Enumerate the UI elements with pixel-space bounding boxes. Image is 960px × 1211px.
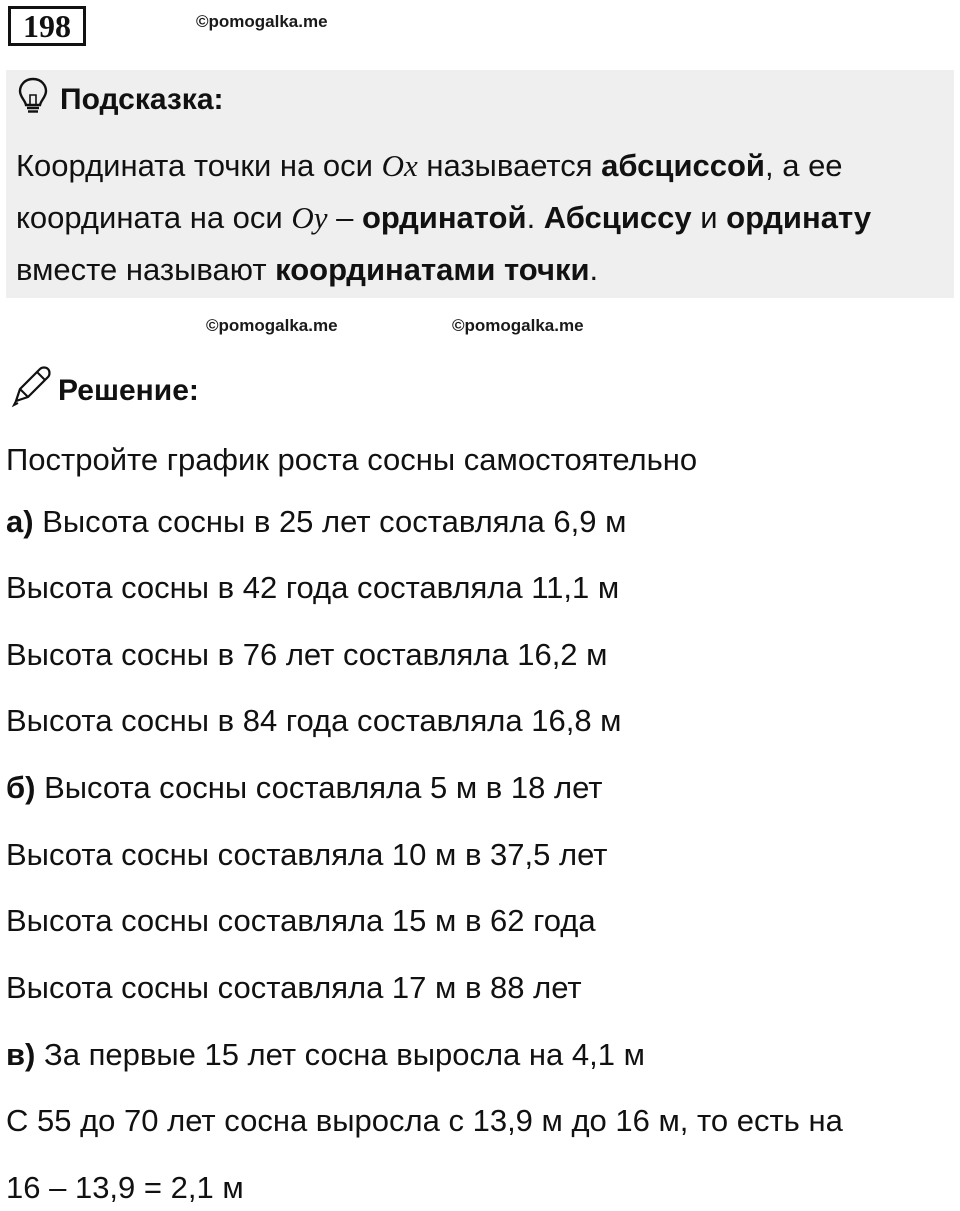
part-b-line-4: Высота сосны составляла 17 м в 88 лет bbox=[6, 970, 582, 1005]
solution-text: Высота сосны в 25 лет составляла 6,9 м bbox=[33, 504, 627, 539]
task-number: 198 bbox=[8, 6, 86, 46]
term-abscissa: абсциссой bbox=[601, 148, 765, 183]
hint-text-span: , а ее bbox=[764, 148, 843, 183]
hint-text-span: . bbox=[526, 200, 544, 235]
solution-title bbox=[8, 368, 199, 414]
watermark: ©pomogalka.me bbox=[196, 12, 328, 31]
hint-line-2 bbox=[16, 192, 946, 244]
part-b-line-2: Высота сосны составляла 10 м в 37,5 лет bbox=[6, 837, 608, 872]
watermark: ©pomogalka.me bbox=[452, 316, 584, 335]
term-coordinates: координатами точки bbox=[275, 252, 590, 287]
part-a-label: а) bbox=[6, 504, 34, 539]
part-a-line-3: Высота сосны в 76 лет составляла 16,2 м bbox=[6, 637, 608, 672]
solution-text: Высота сосны составляла 5 м в 18 лет bbox=[35, 770, 603, 805]
solution-text: За первые 15 лет сосна выросла на 4,1 м bbox=[35, 1037, 645, 1072]
term-ordinate-2: ординату bbox=[726, 200, 872, 235]
math-oy: Oy bbox=[291, 200, 328, 235]
hint-text-span: координата на оси bbox=[16, 200, 292, 235]
term-ordinate: ординатой bbox=[361, 200, 527, 235]
solution-intro: Постройте график роста сосны самостоятельно bbox=[6, 442, 698, 477]
part-c-line-2: С 55 до 70 лет сосна выросла с 13,9 м до 16 м, то есть на bbox=[6, 1103, 843, 1138]
hint-title bbox=[16, 80, 224, 120]
hint-text-span: называется bbox=[417, 148, 602, 183]
hint-title-text: Подсказка: bbox=[60, 83, 224, 116]
hint-line-3 bbox=[16, 244, 946, 296]
part-b-label: б) bbox=[6, 770, 36, 805]
part-b-line-1 bbox=[6, 770, 602, 806]
hint-text-span: – bbox=[327, 200, 362, 235]
part-c-line-3: 16 – 13,9 = 2,1 м bbox=[6, 1170, 244, 1205]
part-a-line-4: Высота сосны в 84 года составляла 16,8 м bbox=[6, 703, 622, 738]
part-a-line-1 bbox=[6, 504, 626, 540]
part-b-line-3: Высота сосны составляла 15 м в 62 года bbox=[6, 903, 596, 938]
hint-text-span: и bbox=[691, 200, 727, 235]
pencil-icon bbox=[8, 365, 52, 417]
hint-line-1 bbox=[16, 140, 946, 192]
watermark: ©pomogalka.me bbox=[206, 316, 338, 335]
hint-text-span: . bbox=[589, 252, 599, 287]
lightbulb-icon bbox=[16, 76, 50, 124]
term-abscissa-2: Абсциссу bbox=[543, 200, 692, 235]
solution-title-text: Решение: bbox=[58, 374, 199, 407]
hint-text-span: вместе называют bbox=[16, 252, 276, 287]
hint-text-span: Координата точки на оси bbox=[16, 148, 382, 183]
part-a-line-2: Высота сосны в 42 года составляла 11,1 м bbox=[6, 570, 620, 605]
part-c-line-1 bbox=[6, 1037, 645, 1073]
math-ox: Ox bbox=[381, 148, 418, 183]
hint-text bbox=[16, 140, 946, 296]
part-c-label: в) bbox=[6, 1037, 36, 1072]
